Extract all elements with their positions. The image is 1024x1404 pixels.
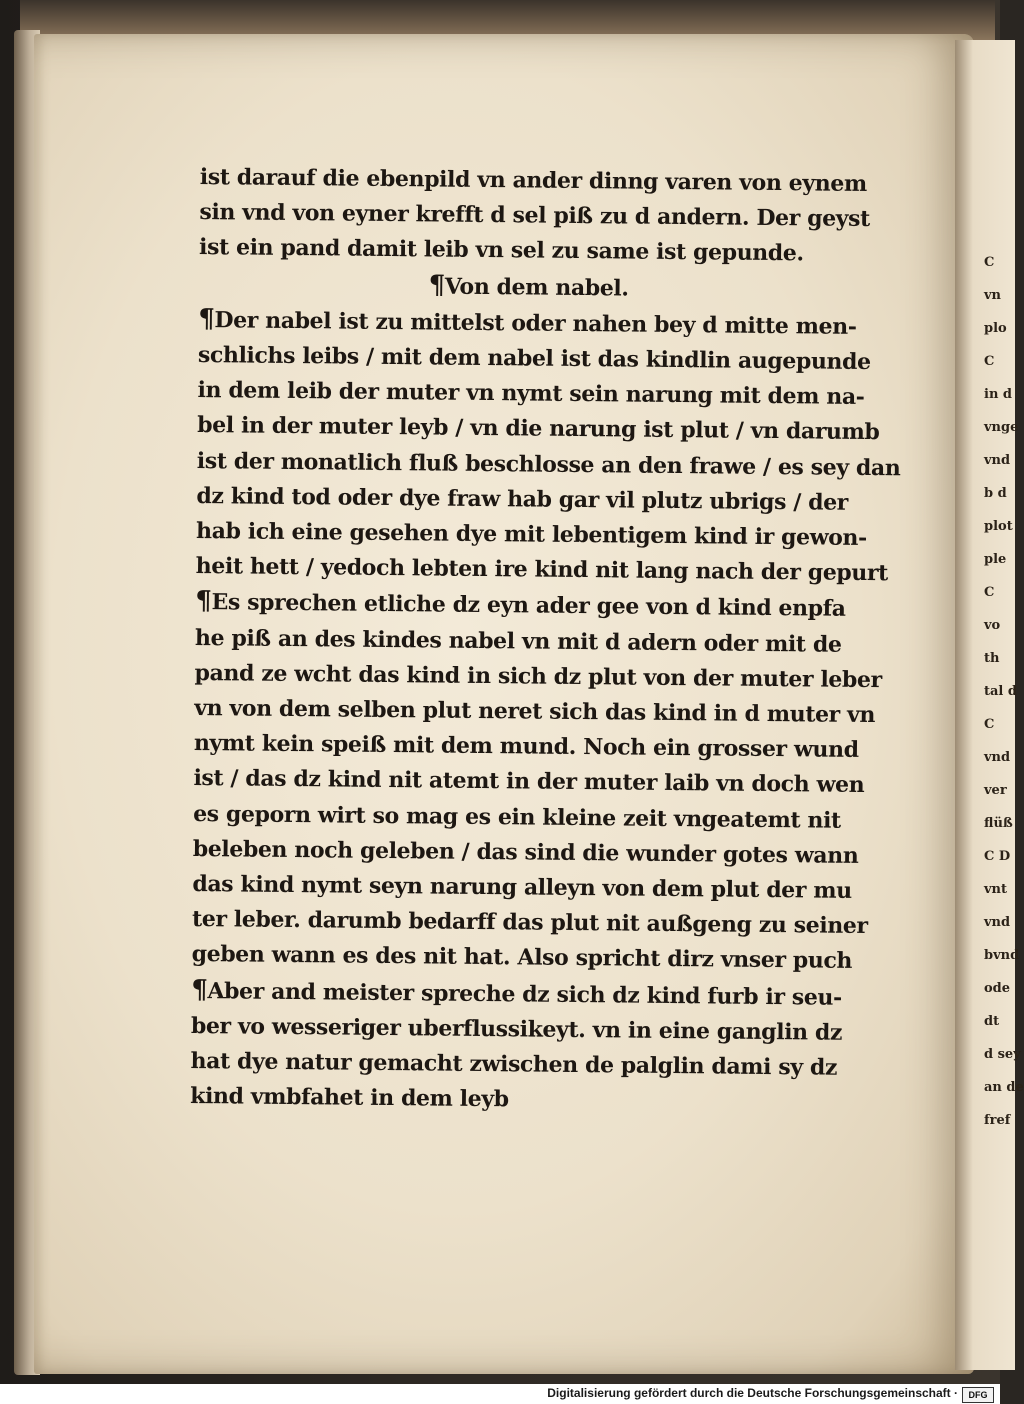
text-line: beleben noch geleben / das sind die wunder gotes wann — [192, 835, 859, 869]
facing-page-fragment: C D — [984, 849, 1011, 864]
facing-page-fragment: vnd — [984, 453, 1011, 468]
text-line: in dem leib der muter vn nymt sein narung mit dem na- — [197, 377, 865, 411]
pilcrow-mark: ¶ — [191, 974, 208, 1005]
facing-page-fragment: plo — [984, 321, 1007, 336]
text-line: ist ein pand damit leib vn sel zu same ist gepunde. — [198, 234, 804, 267]
text-line: ist darauf die ebenpild vn ander dinng varen von eynem — [199, 163, 867, 197]
facing-page-fragment: ver — [984, 783, 1007, 798]
section-heading: ¶Von dem nabel. — [428, 270, 629, 302]
facing-page-fragment: C — [984, 717, 995, 732]
facing-page-fragment: ode — [984, 981, 1011, 996]
text-line: kind vmbfahet in dem leyb — [190, 1083, 509, 1113]
facing-page-fragment: th — [984, 651, 1000, 666]
facing-page-fragment: in d — [984, 387, 1013, 402]
text-line: nymt kein speiß mit dem mund. Noch ein grosser wund — [193, 730, 859, 764]
text-line: das kind nymt seyn narung alleyn von dem plut der mu — [192, 871, 852, 904]
pilcrow-mark: ¶ — [195, 586, 212, 617]
text-line: ist der monatlich fluß beschlosse an den frawe / es sey dan — [196, 447, 901, 481]
facing-page-fragment: b d — [984, 486, 1007, 501]
facing-page-fragment: vnd — [984, 915, 1011, 930]
text-line: ¶Der nabel ist zu mittelst oder nahen bey d mitte men- — [198, 303, 857, 340]
facing-page-fragment: bvnd — [984, 948, 1020, 963]
text-line: geben wann es des nit hat. Also spricht dirz vnser puch — [191, 941, 853, 975]
facing-page-fragment: C — [984, 354, 995, 369]
facing-page-fragment: an de — [984, 1080, 1024, 1095]
facing-page-edge — [955, 40, 1015, 1370]
facing-page-fragment: plot — [984, 519, 1013, 534]
text-line: bel in der muter leyb / vn die narung ist plut / vn darumb — [197, 412, 880, 446]
text-line: hat dye natur gemacht zwischen de palglin dami sy dz — [190, 1048, 838, 1081]
text-line: hab ich eine gesehen dye mit lebentigem kind ir gewon- — [195, 518, 867, 552]
facing-page-fragment: vo — [984, 618, 1001, 633]
text-line: ¶Es sprechen etliche dz eyn ader gee von d kind enpfa — [195, 586, 846, 623]
digitization-footer — [0, 1384, 1000, 1404]
text-line: dz kind tod oder dye fraw hab gar vil plutz ubrigs / der — [196, 482, 849, 516]
facing-page-fragment: C — [984, 585, 995, 600]
text-line: ber vo wesseriger uberflussikeyt. vn in eine ganglin dz — [190, 1012, 843, 1046]
pilcrow-mark: ¶ — [198, 303, 215, 334]
footer-credit: Digitalisierung gefördert durch die Deutsche Forschungsgemeinschaft · — [547, 1386, 958, 1400]
text-line: pand ze wcht das kind in sich dz plut von der muter leber — [194, 659, 882, 694]
text-line: ist / das dz kind nit atemt in der muter laib vn doch wen — [193, 765, 865, 799]
text-line: he piß an des kindes nabel vn mit d adern oder mit de — [194, 624, 842, 658]
facing-page-fragment: C — [984, 255, 995, 270]
text-line: sin vnd von eyner krefft d sel piß zu d andern. Der geyst — [199, 199, 871, 233]
facing-page-fragment: flüß — [984, 816, 1013, 831]
dfg-logo-icon: DFG — [962, 1387, 994, 1403]
facing-page-fragment: dt — [984, 1014, 1000, 1029]
facing-page-fragment: vnt — [984, 882, 1008, 897]
facing-page-fragment: vnge — [984, 420, 1019, 435]
text-line: heit hett / yedoch lebten ire kind nit lang nach der gepurt — [195, 553, 889, 587]
facing-page-fragment: vnd — [984, 750, 1011, 765]
facing-page-fragment: vn — [984, 288, 1002, 303]
text-line: vn von dem selben plut neret sich das kind in d muter vn — [194, 695, 876, 729]
facing-page-fragment: tal d — [984, 684, 1017, 699]
facing-page-fragment: d sey — [984, 1047, 1021, 1062]
facing-page-fragment: ple — [984, 552, 1007, 567]
pilcrow-mark: ¶ — [428, 270, 446, 301]
text-line: schlichs leibs / mit dem nabel ist das kindlin augepunde — [197, 342, 871, 376]
text-line: ter leber. darumb bedarff das plut nit außgeng zu seiner — [191, 906, 868, 940]
text-line: es geporn wirt so mag es ein kleine zeit vngeatemt nit — [193, 800, 841, 834]
facing-page-fragment: fref — [984, 1113, 1011, 1128]
text-line: ¶Aber and meister spreche dz sich dz kind furb ir seu- — [191, 974, 842, 1011]
page-text-block — [190, 160, 901, 1121]
